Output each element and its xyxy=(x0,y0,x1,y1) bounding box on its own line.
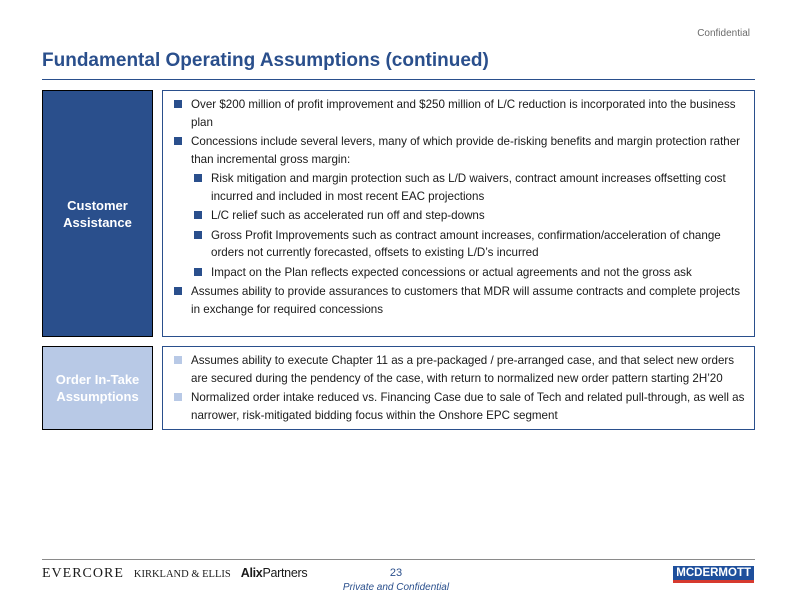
order-intake-label xyxy=(42,346,153,430)
bullet-text: Over $200 million of profit improvement and $250 million of L/C reduction is incorporated into the business plan xyxy=(191,98,736,129)
title-divider xyxy=(42,79,755,80)
sub-bullet-item xyxy=(163,227,746,262)
sub-bullet-item xyxy=(163,170,746,205)
bullet-text: Impact on the Plan reflects expected concessions or actual agreements and not the gross ask xyxy=(211,265,692,279)
square-bullet-icon xyxy=(174,393,182,401)
customer-assistance-box xyxy=(162,90,755,337)
square-bullet-icon xyxy=(194,174,202,182)
bullet-text: Concessions include several levers, many of which provide de-risking benefits and margin protection rather than incremental gross margin: xyxy=(191,135,741,166)
bullet-text: Assumes ability to provide assurances to customers that MDR will assume contracts and complete projects in exchange for required concessions xyxy=(191,285,740,316)
bullet-text: Risk mitigation and margin protection such as L/D waivers, contract amount increases offsetting cost incurred and included in most recent EAC projections xyxy=(211,172,726,203)
order-intake-bullets xyxy=(163,352,746,424)
order-intake-box xyxy=(162,346,755,430)
customer-assistance-label-text: Customer Assistance xyxy=(63,197,132,230)
bullet-item xyxy=(163,352,746,387)
square-bullet-icon xyxy=(174,356,182,364)
bullet-item xyxy=(163,389,746,424)
alixpartners-logo xyxy=(241,566,308,580)
square-bullet-icon xyxy=(194,211,202,219)
bullet-item xyxy=(163,283,746,318)
private-confidential-footer: Private and Confidential xyxy=(342,582,450,593)
alix-wordmark: Alix xyxy=(240,566,263,580)
bullet-text: Normalized order intake reduced vs. Financing Case due to sale of Tech and related pull-through, as well as narrower, risk-mitigated bidding focus within the Onshore EPC segment xyxy=(191,391,745,422)
bullet-text: Assumes ability to execute Chapter 11 as a pre-packaged / pre-arranged case, and that select new orders are secured during the pendency of the case, with return to normalized new order pattern starting 2H’20 xyxy=(191,354,735,385)
mcdermott-logo: MCDERMOTT xyxy=(673,566,754,583)
square-bullet-icon xyxy=(174,137,182,145)
customer-assistance-bullets xyxy=(163,96,746,318)
square-bullet-icon xyxy=(174,287,182,295)
confidential-label: Confidential xyxy=(697,28,750,39)
page-title: Fundamental Operating Assumptions (continued) xyxy=(42,50,489,71)
bullet-text: Gross Profit Improvements such as contract amount increases, confirmation/acceleration of change orders not currently forecasted, offsets to existing L/D’s incurred xyxy=(211,228,721,259)
footer-divider xyxy=(42,559,755,560)
footer-logos xyxy=(42,566,307,582)
square-bullet-icon xyxy=(174,100,182,108)
page-number: 23 xyxy=(389,567,403,579)
kirkland-ellis-logo: KIRKLAND & ELLIS xyxy=(133,569,231,580)
order-intake-label-text: Order In-Take Assumptions xyxy=(55,372,140,404)
bullet-item xyxy=(163,96,746,131)
customer-assistance-label xyxy=(42,90,153,337)
evercore-logo: EVERCORE xyxy=(42,566,124,581)
sub-bullet-item xyxy=(163,207,746,225)
bullet-item xyxy=(163,133,746,168)
partners-wordmark: Partners xyxy=(262,566,308,580)
square-bullet-icon xyxy=(194,268,202,276)
square-bullet-icon xyxy=(194,231,202,239)
sub-bullet-item xyxy=(163,264,746,282)
bullet-text: L/C relief such as accelerated run off and step-downs xyxy=(211,209,485,222)
